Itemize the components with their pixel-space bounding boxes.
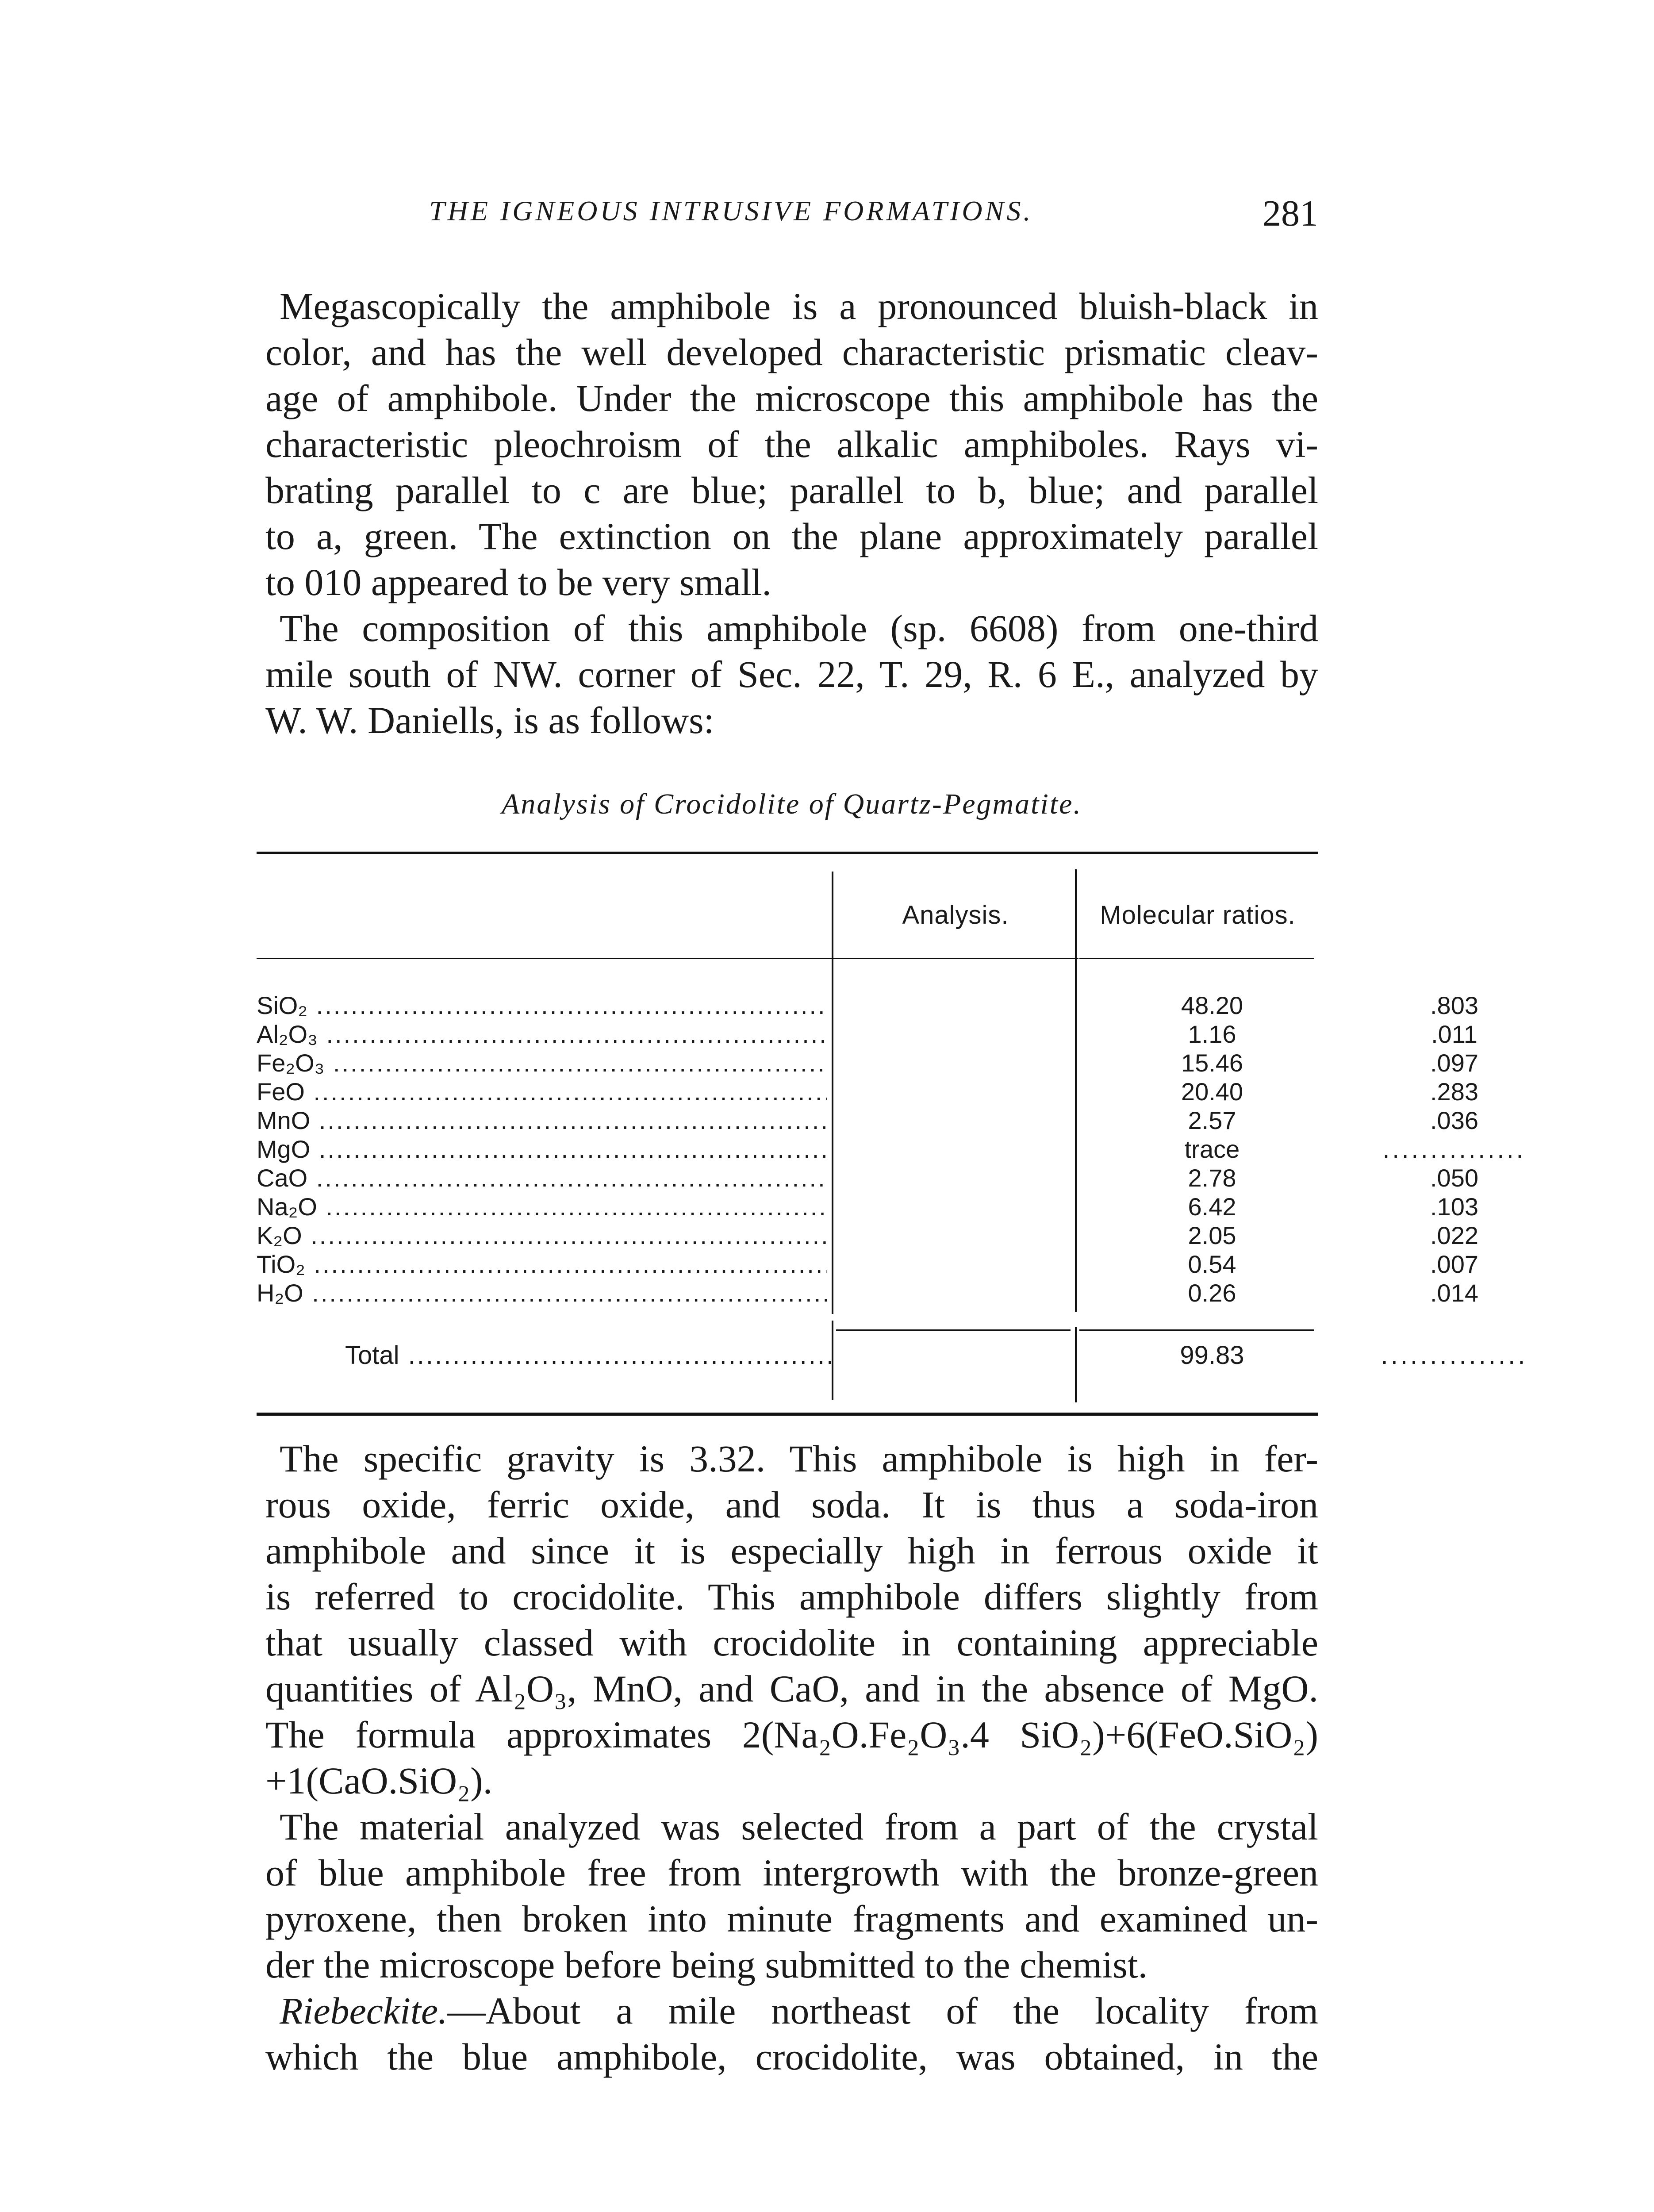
text-line: age of amphibole. Under the microscope this amphibole has the <box>265 377 1318 419</box>
text-line: mile south of NW. corner of Sec. 22, T. 29, R. 6 E., analyzed by <box>265 653 1318 695</box>
analysis-value: 0.26 <box>1188 1279 1236 1307</box>
oxide-name: Al₂O₃ ..... <box>257 1020 827 1048</box>
molecular-ratio: .103 <box>1430 1193 1478 1221</box>
oxide-name: MnO ..... <box>257 1106 827 1135</box>
text-fragment: —About a mile northeast of the locality from <box>447 1989 1318 2032</box>
text-line: to 010 appeared to be very small. <box>265 561 771 603</box>
text-line: characteristic pleochroism of the alkalic amphiboles. Rays vi- <box>265 423 1318 465</box>
analysis-value: 1.16 <box>1188 1020 1236 1048</box>
text-line: color, and has the well developed characteristic prismatic cleav- <box>265 331 1318 373</box>
text-line: that usually classed with crocidolite in containing appreciable <box>265 1621 1318 1664</box>
table-row <box>257 1221 1478 1250</box>
total-rule <box>1079 1329 1314 1331</box>
analysis-value: 2.05 <box>1188 1221 1236 1249</box>
table-row <box>257 1020 1477 1048</box>
oxide-name: H₂O ..... <box>257 1279 827 1307</box>
table-row <box>257 1164 1478 1192</box>
paragraph-megascopic <box>265 283 1318 605</box>
table-row <box>257 1279 1478 1307</box>
oxide-name: TiO₂ ..... <box>257 1250 827 1279</box>
analysis-value: 2.78 <box>1188 1164 1236 1192</box>
table-caption: Analysis of Crocidolite of Quartz-Pegmatite. <box>502 788 1082 820</box>
oxide-name: SiO₂ ..... <box>257 991 827 1020</box>
table-row <box>257 1250 1478 1279</box>
text-line: The composition of this amphibole (sp. 6608) from one-third <box>280 607 1318 649</box>
header-rule <box>836 958 1071 959</box>
molecular-ratio: ............... <box>1382 1135 1526 1163</box>
oxide-name: Fe₂O₃ ..... <box>257 1048 827 1077</box>
paragraph-composition <box>265 605 1318 743</box>
oxide-name: Na₂O ..... <box>257 1192 827 1221</box>
paragraph-riebeckite <box>265 1988 1318 2080</box>
header-rule <box>1079 958 1314 959</box>
table-row <box>257 1106 1478 1135</box>
molecular-ratio: .803 <box>1430 991 1478 1019</box>
text-line: +1(CaO.SiO₂). <box>265 1759 493 1802</box>
total-analysis: 99.83 <box>1180 1341 1244 1370</box>
total-ratio: ............... <box>1381 1341 1528 1370</box>
molecular-ratio: .036 <box>1430 1106 1478 1134</box>
text-line: The formula approximates 2(Na₂O.Fe₂O₃.4 SiO₂)+6(FeO.SiO₂) <box>265 1713 1318 1756</box>
text-line: der the microscope before being submitted to the chemist. <box>265 1943 1148 1986</box>
paragraph-material <box>265 1804 1318 1988</box>
text-line: The material analyzed was selected from a part of the crystal <box>280 1805 1318 1848</box>
total-label: Total ..... <box>345 1340 832 1370</box>
text-line: brating parallel to c are blue; parallel to b, blue; and parallel <box>265 469 1318 511</box>
analysis-value: 6.42 <box>1188 1193 1236 1221</box>
text-line: to a, green. The extinction on the plane approximately parallel <box>265 515 1318 557</box>
table-bottom-rule <box>257 1413 1318 1416</box>
molecular-ratio: .022 <box>1430 1221 1478 1249</box>
table-top-rule <box>257 852 1318 854</box>
text-line: of blue amphibole free from intergrowth with the bronze-green <box>265 1851 1318 1894</box>
text-line: amphibole and since it is especially high in ferrous oxide it <box>265 1529 1318 1572</box>
molecular-ratio: .007 <box>1430 1250 1478 1278</box>
oxide-name: MgO ..... <box>257 1135 827 1164</box>
table-row <box>257 1135 1526 1164</box>
analysis-value: 2.57 <box>1188 1106 1236 1134</box>
text-line: quantities of Al₂O₃, MnO, and CaO, and in the absence of MgO. <box>265 1667 1318 1710</box>
table-row <box>257 1048 1478 1077</box>
analysis-value: 20.40 <box>1181 1078 1243 1106</box>
text-line: Megascopically the amphibole is a pronounced bluish-black in <box>280 285 1318 327</box>
text-line: which the blue amphibole, crocidolite, was obtained, in the <box>265 2035 1318 2078</box>
page-number: 281 <box>1263 193 1318 234</box>
analysis-value: 48.20 <box>1181 991 1243 1019</box>
text-line: pyroxene, then broken into minute fragments and examined un- <box>265 1897 1318 1940</box>
text-line: rous oxide, ferric oxide, and soda. It is thus a soda-iron <box>265 1483 1318 1526</box>
text-line: is referred to crocidolite. This amphibole differs slightly from <box>265 1575 1318 1618</box>
total-row <box>257 1340 1528 1376</box>
analysis-value: 0.54 <box>1188 1250 1236 1278</box>
table-row <box>257 991 1478 1020</box>
column-header-analysis: Analysis. <box>902 901 1009 929</box>
table-row <box>257 1077 1478 1106</box>
text-line: W. W. Daniells, is as follows: <box>265 699 714 741</box>
oxide-name: CaO ..... <box>257 1164 827 1192</box>
oxide-name: FeO ..... <box>257 1077 827 1106</box>
total-rule <box>836 1329 1071 1331</box>
analysis-table-body <box>257 991 1526 1307</box>
molecular-ratio: .050 <box>1430 1164 1478 1192</box>
section-heading: Riebeckite. <box>280 1989 448 2032</box>
molecular-ratio: .097 <box>1430 1049 1478 1077</box>
text-line <box>265 1988 1318 2034</box>
paragraph-specific-gravity <box>265 1436 1318 1804</box>
molecular-ratio: .283 <box>1430 1078 1478 1106</box>
molecular-ratio: .011 <box>1431 1020 1477 1048</box>
oxide-name: K₂O ..... <box>257 1221 827 1250</box>
column-header-molecular-ratios: Molecular ratios. <box>1100 901 1296 929</box>
text-line: The specific gravity is 3.32. This amphibole is high in fer- <box>280 1437 1318 1480</box>
table-row <box>257 1192 1478 1221</box>
analysis-value: trace <box>1184 1135 1240 1163</box>
analysis-value: 15.46 <box>1181 1049 1243 1077</box>
molecular-ratio: .014 <box>1430 1279 1478 1307</box>
page-header <box>265 195 1318 243</box>
running-head: THE IGNEOUS INTRUSIVE FORMATIONS. <box>429 195 1033 227</box>
